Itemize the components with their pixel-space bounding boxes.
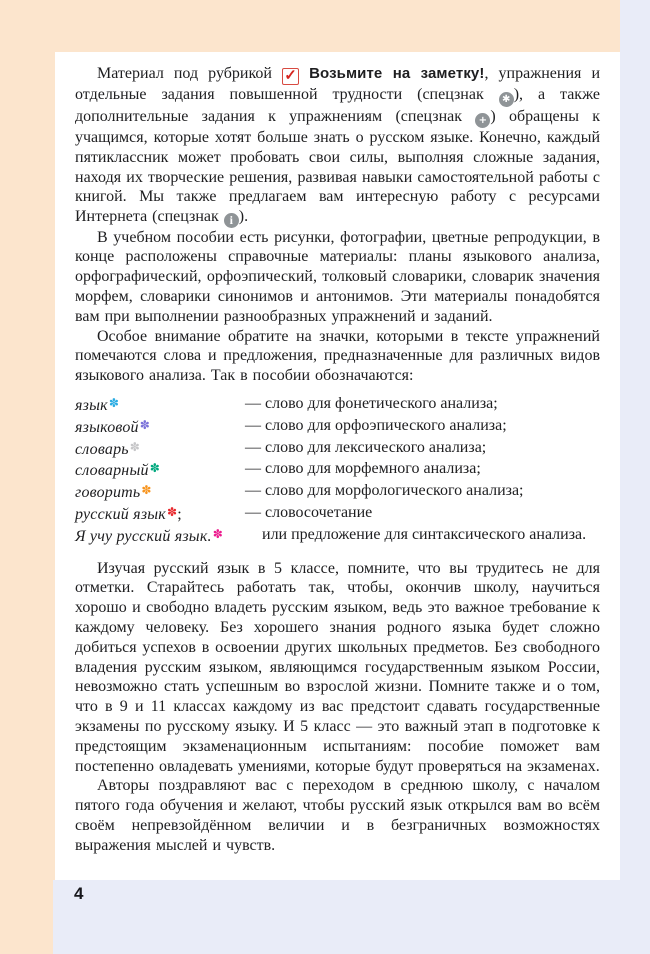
asterisk-icon: ✽ — [108, 396, 120, 411]
content-card — [55, 52, 620, 880]
asterisk-icon: ✽ — [129, 439, 141, 454]
intro-text-4: ) обращены к учащимся, которые хотят больше знать о русском языке. Конечно, каждый пятиклассник может пробовать свои силы, выполняя сложные задания, находя их творческие решения, развивая навыки самостоятельной работы с книгой. Мы также предлагаем вам интересную работу с ресурсами Интернета (спецзнак — [75, 107, 601, 226]
analysis-legend — [75, 394, 600, 547]
legend-term-label: язык — [75, 397, 108, 415]
asterisk-icon: ✽ — [212, 526, 223, 541]
intro-text-3: ), а также дополнительные задания к упражнениям (спецзнак — [75, 86, 601, 125]
checkmark-icon: ✓ — [282, 68, 299, 85]
page-number: 4 — [74, 884, 84, 903]
legend-description: — слово для морфемного анализа; — [245, 460, 481, 478]
asterisk-icon: ✽ — [149, 461, 160, 476]
page-edge-band-right — [620, 0, 650, 954]
legend-row — [75, 481, 600, 503]
legend-row: русский язык✽; — словосочетание — [75, 503, 600, 525]
legend-description: — словосочетание — [245, 504, 373, 522]
legend-description: или предложение для синтаксического анализа. — [262, 525, 587, 543]
intro-text-1: Материал под рубрикой — [97, 65, 272, 82]
legend-description: — слово для орфоэпического анализа; — [245, 416, 507, 434]
info-circle-icon: i — [224, 213, 239, 228]
intro-paragraph — [75, 64, 600, 228]
paragraph-authors-congratulation: Авторы поздравляют вас с переходом в среднюю школу, с началом пятого года обучения и желают, чтобы русский язык открылся вам во всём своём непревзойдённом величии и в безграничных возможностях выражения мыслей и чувств. — [75, 777, 600, 854]
legend-term-label: языковой — [75, 418, 139, 436]
legend-term-label: словарный — [75, 462, 149, 480]
asterisk-circle-icon: ✱ — [499, 92, 514, 107]
paragraph-reference-materials: В учебном пособии есть рисунки, фотографии, цветные репродукции, в конце расположены справочные материалы: планы языкового анализа, орфографический, орфоэпический, толковый словарики, словарик значения морфем, словарики синонимов и антонимов. Эти материалы понадобятся вам при выполнении разнообразных упражнений и заданий. — [75, 228, 600, 325]
paragraph-signs-intro: Особое внимание обратите на значки, которыми в тексте упражнений помечаются слова и предложения, предназначенные для различных видов языкового анализа. Так в пособии обозначаются: — [75, 327, 600, 385]
rubric-title: Возьмите на заметку! — [309, 65, 485, 82]
intro-text-5: ). — [238, 208, 249, 226]
asterisk-icon: ✽ — [166, 505, 178, 520]
legend-description: — слово для фонетического анализа; — [245, 395, 498, 413]
asterisk-icon: ✽ — [141, 483, 152, 498]
plus-circle-icon: + — [475, 113, 490, 128]
paragraph-study-motivation: Изучая русский язык в 5 классе, помните, что вы трудитесь не для отметки. Старайтесь работать так, чтобы, окончив школу, научиться хорошо и свободно владеть русским языком, ведь это важное требование к каждому человеку. Без хорошего знания родного языка будет сложно добиться успехов в освоении других школьных предметов. Без свободного владения русским языком, являющимся государственным языком России, невозможно стать успешным во взрослой жизни. Помните также и о том, что в 9 и 11 классах каждому из вас предстоит сдавать государственные экзамены по русскому языку. И 5 класс — это важный этап в подготовке к предстоящим экзаменационным испытаниям: пособие поможет вам постепенно овладевать умениями, которые будут проверяться на экзаменах. — [75, 559, 600, 775]
asterisk-icon: ✽ — [139, 417, 150, 432]
intro-text-2: , упражнения и отдельные задания повышенной трудности (спецзнак — [75, 65, 601, 103]
legend-row — [75, 438, 600, 460]
legend-row — [75, 394, 600, 416]
legend-term-label: русский язык — [75, 506, 166, 524]
legend-row — [75, 459, 600, 481]
legend-row — [75, 416, 600, 438]
page-footer-band — [53, 880, 650, 954]
legend-description: — слово для лексического анализа; — [245, 438, 487, 456]
legend-description: — слово для морфологического анализа; — [245, 482, 524, 500]
legend-term-label: говорить — [75, 484, 141, 502]
legend-term-label: Я учу русский язык. — [75, 527, 212, 545]
legend-term-label: словарь — [75, 440, 129, 458]
legend-row — [75, 525, 600, 547]
